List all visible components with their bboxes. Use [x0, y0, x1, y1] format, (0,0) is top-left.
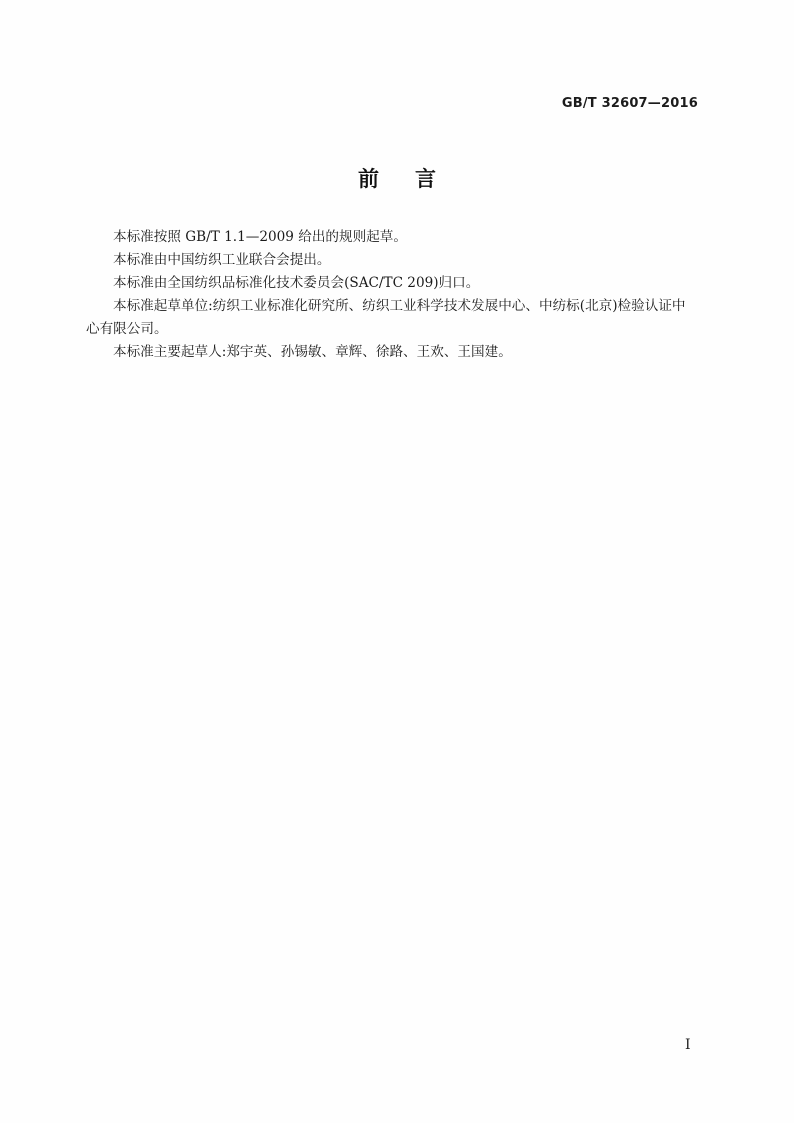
title-char-2: 言	[415, 167, 436, 191]
foreword-body	[86, 226, 712, 364]
paragraph-drafting-units: 本标准起草单位:纺织工业标准化研究所、纺织工业科学技术发展中心、中纺标(北京)检验认证中	[113, 298, 686, 314]
standard-number: GB/T 32607—2016	[561, 96, 698, 111]
title-char-1: 前	[358, 167, 379, 191]
page-number: I	[685, 1037, 691, 1053]
paragraph-drafters: 本标准主要起草人:郑宇英、孙锡敏、章辉、徐路、王欢、王国建。	[113, 344, 512, 360]
paragraph-proposer: 本标准由中国纺织工业联合会提出。	[113, 252, 331, 268]
paragraph-drafting-rules: 本标准按照 GB/T 1.1—2009 给出的规则起草。	[113, 229, 407, 245]
paragraph-drafting-units-continued: 心有限公司。	[86, 321, 168, 337]
page-title	[0, 163, 794, 193]
paragraph-centralized: 本标准由全国纺织品标准化技术委员会(SAC/TC 209)归口。	[113, 275, 480, 291]
